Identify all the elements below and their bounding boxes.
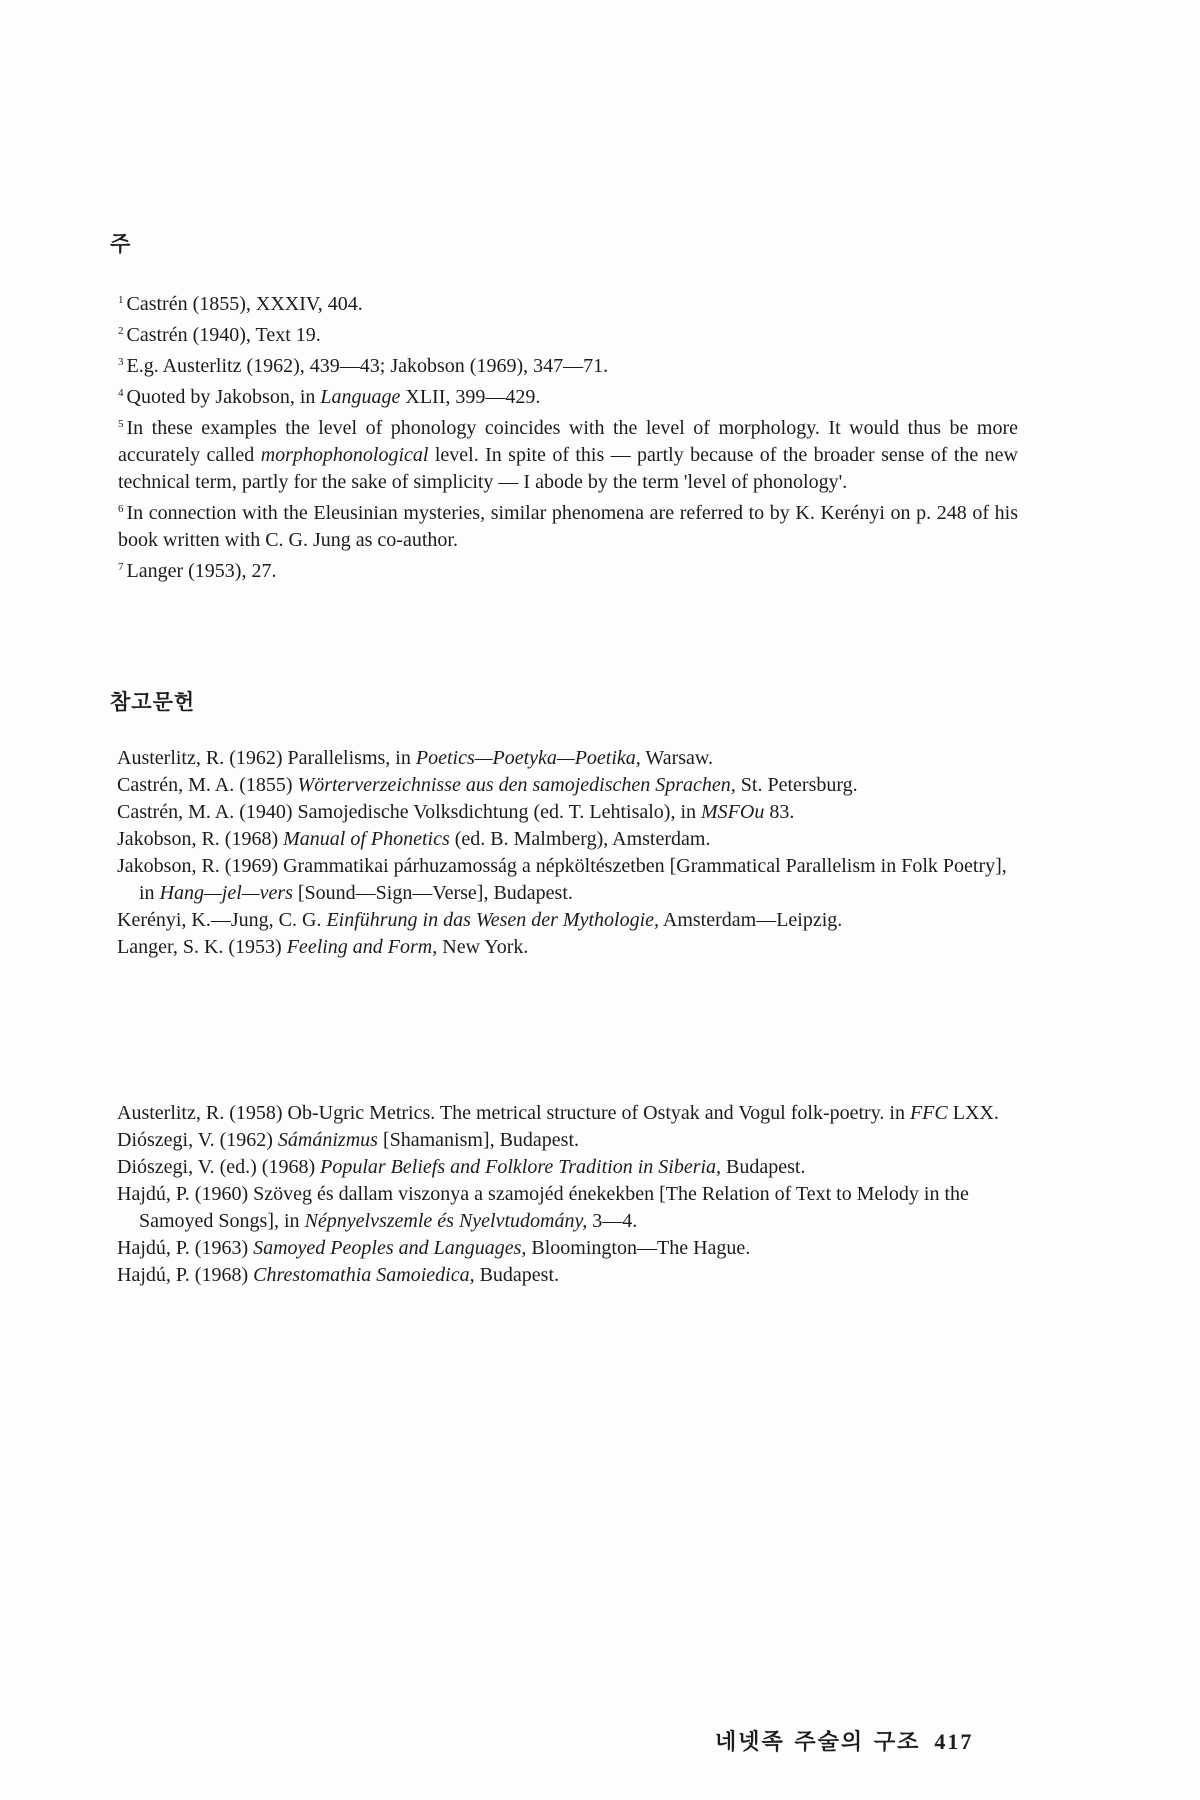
reference-item — [117, 1154, 1017, 1181]
reference-title: Népnyelvszemle és Nyelvtudomány, — [304, 1210, 588, 1232]
reference-item — [117, 1100, 1017, 1127]
reference-tail: Budapest. — [474, 1264, 560, 1286]
notes-list — [118, 287, 1018, 585]
running-title: 네넷족 주술의 구조 — [715, 1730, 921, 1755]
note-text: Castrén (1940), Text 19. — [126, 324, 321, 346]
reference-text: Hajdú, P. (1960) Szöveg és dallam viszonya a szamojéd énekekben [The Relation of Text to Melody in the Samoyed Songs], in — [117, 1183, 969, 1232]
reference-tail: Budapest. — [721, 1156, 806, 1178]
reference-tail: Bloomington—The Hague. — [526, 1237, 751, 1259]
note-number: 5 — [118, 418, 124, 430]
reference-tail: [Shamanism], Budapest. — [377, 1129, 580, 1151]
reference-title: Popular Beliefs and Folklore Tradition in Siberia, — [320, 1156, 722, 1178]
note-text: In connection with the Eleusinian mysteries, similar phenomena are referred to by K. Kerényi on p. 248 of his book written with C. G. Jung as co-author. — [118, 502, 1018, 551]
references-list-b — [117, 1100, 1017, 1289]
reference-text: Diószegi, V. (1962) — [117, 1129, 278, 1151]
reference-title: FFC — [909, 1102, 948, 1124]
note-number: 7 — [118, 561, 124, 573]
note-number: 1 — [118, 294, 124, 306]
reference-text: Langer, S. K. (1953) — [117, 936, 287, 958]
reference-item — [117, 1235, 1017, 1262]
reference-item — [117, 772, 1017, 799]
reference-tail: (ed. B. Malmberg), Amsterdam. — [449, 828, 711, 850]
reference-text: Kerényi, K.—Jung, C. G. — [117, 909, 327, 931]
reference-title: Poetics—Poetyka—Poetika, — [415, 747, 641, 769]
reference-text: Hajdú, P. (1968) — [117, 1264, 254, 1286]
reference-title: Sámánizmus — [277, 1129, 378, 1151]
note-item — [118, 554, 1018, 585]
note-number: 4 — [118, 387, 124, 399]
note-item — [118, 496, 1018, 554]
reference-item — [117, 934, 1017, 961]
note-item — [118, 318, 1018, 349]
reference-item — [117, 1262, 1017, 1289]
references-list-a — [117, 745, 1017, 961]
note-italic: Language — [320, 386, 401, 408]
note-text: E.g. Austerlitz (1962), 439—43; Jakobson (1969), 347—71. — [126, 355, 609, 377]
note-text-tail: level. In spite of this — partly because of the broader sense of the new technical term, partly for the sake of simplicity — I abode by the term 'level of phonology'. — [118, 444, 1019, 493]
reference-text: Castrén, M. A. (1940) Samojedische Volksdichtung (ed. T. Lehtisalo), in — [117, 801, 702, 823]
reference-tail: St. Petersburg. — [735, 774, 858, 796]
page-number: 417 — [934, 1729, 974, 1754]
notes-heading: 주 — [110, 232, 132, 256]
reference-text: Austerlitz, R. (1962) Parallelisms, in — [117, 747, 416, 769]
reference-item — [117, 853, 1017, 907]
reference-text: Austerlitz, R. (1958) Ob-Ugric Metrics. The metrical structure of Ostyak and Vogul folk-poetry. in — [117, 1102, 910, 1124]
reference-tail: New York. — [437, 936, 529, 958]
note-number: 2 — [118, 325, 124, 337]
note-item — [118, 411, 1018, 496]
note-item — [118, 380, 1018, 411]
note-number: 3 — [118, 356, 124, 368]
reference-title: Chrestomathia Samoiedica, — [253, 1264, 475, 1286]
note-text: In these examples the level of phonology coincides with the level of morphology. It would thus be more accurately called — [118, 417, 1018, 466]
reference-title: Wörterverzeichnisse aus den samojedischen Sprachen, — [297, 774, 736, 796]
reference-title: Feeling and Form, — [286, 936, 438, 958]
reference-item — [117, 1181, 1017, 1235]
reference-title: Manual of Phonetics — [283, 828, 450, 850]
reference-text: Diószegi, V. (ed.) (1968) — [117, 1156, 321, 1178]
note-text: Langer (1953), 27. — [126, 560, 277, 582]
reference-title: Einführung in das Wesen der Mythologie, — [326, 909, 659, 931]
reference-text: Jakobson, R. (1968) — [117, 828, 284, 850]
reference-item — [117, 745, 1017, 772]
reference-item — [117, 826, 1017, 853]
reference-title: MSFOu — [701, 801, 765, 823]
reference-tail: 83. — [764, 801, 795, 823]
note-text: Quoted by Jakobson, in — [126, 386, 321, 408]
reference-title: Samoyed Peoples and Languages, — [253, 1237, 527, 1259]
note-item — [118, 349, 1018, 380]
reference-tail: LXX. — [947, 1102, 999, 1124]
reference-text: Castrén, M. A. (1855) — [117, 774, 298, 796]
reference-title: Hang—jel—vers — [159, 882, 293, 904]
note-text-tail: XLII, 399—429. — [400, 386, 541, 408]
note-italic: morphophonological — [260, 444, 429, 466]
references-heading: 참고문헌 — [110, 690, 196, 714]
reference-text: Hajdú, P. (1963) — [117, 1237, 254, 1259]
note-number: 6 — [118, 503, 124, 515]
note-text: Castrén (1855), XXXIV, 404. — [126, 293, 363, 315]
reference-item — [117, 907, 1017, 934]
reference-tail: [Sound—Sign—Verse], Budapest. — [292, 882, 573, 904]
reference-item — [117, 799, 1017, 826]
reference-tail: Amsterdam—Leipzig. — [659, 909, 843, 931]
page-footer — [715, 1725, 973, 1756]
reference-tail: 3—4. — [587, 1210, 638, 1232]
reference-text: Jakobson, R. (1969) Grammatikai párhuzamosság a népköltészetben [Grammatical Parallelism in Folk Poetry], in — [117, 855, 1007, 904]
reference-tail: Warsaw. — [640, 747, 714, 769]
reference-item — [117, 1127, 1017, 1154]
note-item — [118, 287, 1018, 318]
